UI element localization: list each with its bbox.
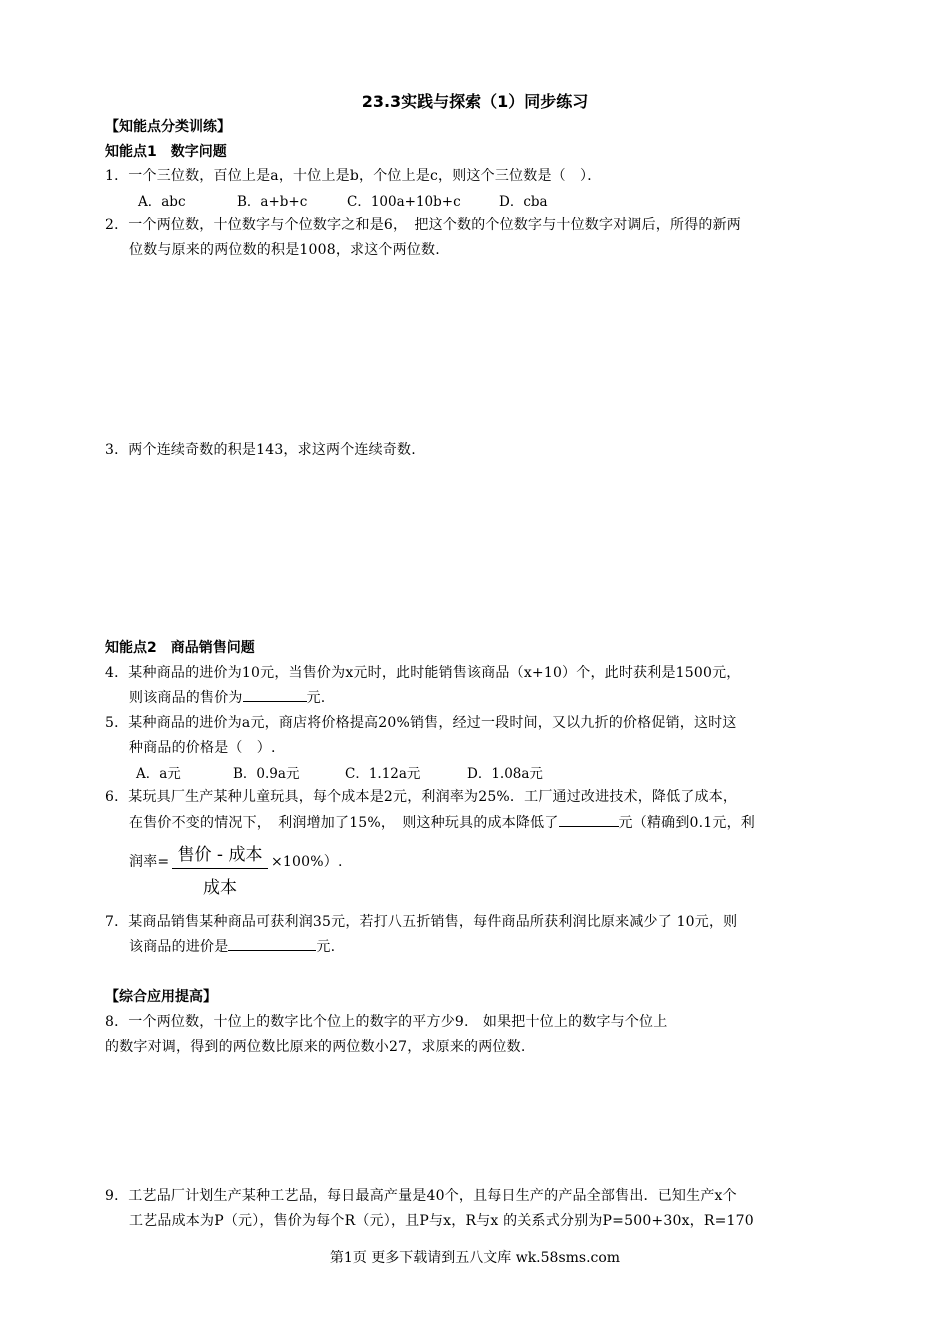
fraction-denominator: 成本	[203, 878, 237, 898]
question-2-line-2: 位数与原来的两位数的积是1008，求这个两位数.	[129, 242, 440, 258]
question-5-line-2: 种商品的价格是（ ）.	[129, 740, 276, 756]
question-7-line-1: 7．某商品销售某种商品可获利润35元，若打八五折销售，每件商品所获利润比原来减少了 10元，则	[105, 914, 738, 930]
q6-formula-suffix: ×100%）.	[271, 854, 343, 870]
q4-text-after-blank: 元.	[306, 690, 326, 706]
question-4-line-2	[129, 687, 325, 707]
question-5-line-1: 5．某种商品的进价为a元，商店将价格提高20%销售，经过一段时间，又以九折的价格促销，这时这	[105, 715, 737, 731]
q1-option-d: D．cba	[499, 194, 548, 210]
q4-answer-blank[interactable]	[243, 687, 307, 702]
q4-text-before-blank: 则该商品的售价为	[129, 690, 243, 706]
q6-formula-prefix: 润率=	[129, 854, 170, 870]
question-8-line-1: 8．一个两位数，十位上的数字比个位上的数字的平方少9. 如果把十位上的数字与个位上	[105, 1014, 668, 1030]
fraction-numerator: 售价 - 成本	[172, 840, 268, 869]
question-9-line-1: 9．工艺品厂计划生产某种工艺品，每日最高产量是40个，且每日生产的产品全部售出．已知生产x个	[105, 1188, 737, 1204]
q6-answer-blank[interactable]	[559, 812, 619, 827]
question-7-line-2	[129, 936, 335, 956]
question-9-line-2: 工艺品成本为P（元），售价为每个R（元），且P与x，R与x 的关系式分别为P=500+30x，R=170	[129, 1213, 754, 1229]
page-title: 23.3实践与探索（1）同步练习	[361, 92, 589, 111]
q7-answer-blank[interactable]	[228, 936, 316, 951]
question-6-line-2	[129, 812, 755, 832]
q5-option-d: D．1.08a元	[467, 766, 543, 782]
section-heading-comprehensive: 【综合应用提高】	[105, 989, 217, 1005]
q1-option-b: B．a+b+c	[237, 194, 308, 210]
page-footer: 第1页 更多下载请到五八文库 wk.58sms.com	[329, 1250, 621, 1266]
question-8-line-2: 的数字对调，得到的两位数比原来的两位数小27，求原来的两位数.	[105, 1039, 526, 1055]
q1-option-a: A．abc	[138, 194, 186, 210]
question-1: 1．一个三位数，百位上是a，十位上是b，个位上是c，则这个三位数是（ ）．	[105, 168, 602, 184]
q7-text-before-blank: 该商品的进价是	[129, 939, 229, 955]
knowledge-point-2-heading: 知能点2 商品销售问题	[105, 640, 255, 656]
profit-rate-fraction	[172, 840, 268, 898]
q6-text-before-blank: 在售价不变的情况下， 利润增加了15%， 则这种玩具的成本降低了	[129, 815, 559, 831]
question-3: 3．两个连续奇数的积是143，求这两个连续奇数.	[105, 442, 416, 458]
question-2-line-1: 2．一个两位数，十位数字与个位数字之和是6， 把这个数的个位数字与十位数字对调后，所得的新两	[105, 217, 742, 233]
q7-text-after-blank: 元.	[316, 939, 336, 955]
section-heading-classified-training: 【知能点分类训练】	[105, 119, 231, 135]
q6-text-after-blank: 元（精确到0.1元，利	[618, 815, 755, 831]
question-4-line-1: 4．某种商品的进价为10元，当售价为x元时，此时能销售该商品（x+10）个，此时获利是1500元，	[105, 665, 741, 681]
q1-option-c: C．100a+10b+c	[347, 194, 461, 210]
q5-option-c: C．1.12a元	[345, 766, 421, 782]
q5-option-a: A．a元	[136, 766, 181, 782]
question-6-line-1: 6．某玩具厂生产某种儿童玩具，每个成本是2元，利润率为25%．工厂通过改进技术，降低了成本，	[105, 789, 738, 805]
knowledge-point-1-heading: 知能点1 数字问题	[105, 144, 227, 160]
q5-option-b: B．0.9a元	[233, 766, 300, 782]
